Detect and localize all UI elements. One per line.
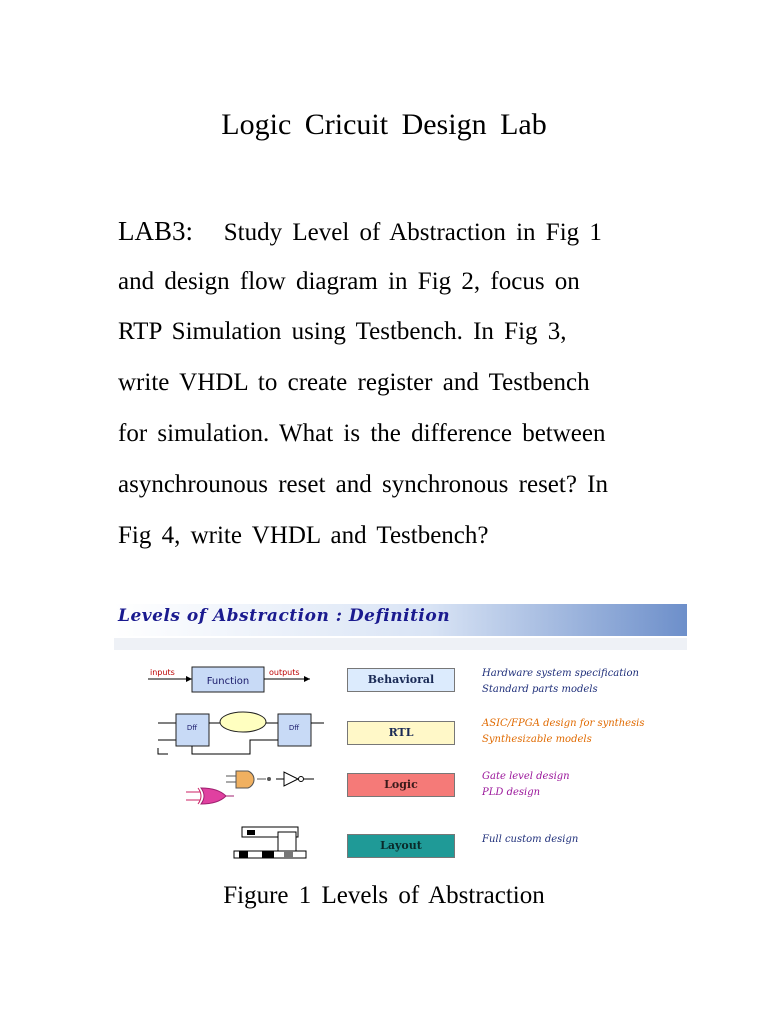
level-layout: Layout — [347, 834, 455, 858]
logic-desc-2: PLD design — [482, 787, 541, 798]
behavioral-desc-2: Standard parts models — [482, 684, 598, 695]
rtl-desc-2: Synthesizable models — [482, 734, 592, 745]
function-box-label: Function — [206, 676, 250, 687]
paragraph-line-7: Fig 4, write VHDL and Testbench? — [118, 522, 489, 549]
paragraph-line-4: write VHDL to create register and Testbench — [118, 369, 590, 396]
lab-paragraph — [118, 216, 673, 556]
function-outputs-label: outputs — [269, 668, 300, 677]
logic-gates-diagram — [186, 771, 314, 804]
document-title: Logic Cricuit Design Lab — [221, 108, 547, 141]
level-logic: Logic — [347, 773, 455, 797]
behavioral-desc-1: Hardware system specification — [482, 668, 639, 679]
layout-diagram — [234, 827, 306, 858]
paragraph-line-5: for simulation. What is the difference between — [118, 420, 606, 447]
function-inputs-label: inputs — [150, 668, 175, 677]
paragraph-text-1: Study Level of Abstraction in Fig 1 — [223, 219, 602, 246]
levels-of-abstraction-figure — [114, 604, 687, 869]
rtl-desc-1: ASIC/FPGA design for synthesis — [482, 718, 645, 729]
level-behavioral: Behavioral — [347, 668, 455, 692]
rtl-dff-diagram — [158, 712, 324, 754]
level-rtl: RTL — [347, 721, 455, 745]
function-diagram — [148, 667, 310, 692]
layout-desc-1: Full custom design — [482, 834, 579, 845]
paragraph-line-2: and design flow diagram in Fig 2, focus on — [118, 268, 580, 295]
paragraph-line-1 — [118, 216, 602, 246]
figure-caption: Figure 1 Levels of Abstraction — [223, 882, 545, 909]
dff-label-2: Dff — [288, 724, 300, 732]
paragraph-line-6: asynchrounous reset and synchronous reset? In — [118, 471, 609, 498]
dff-label-1: Dff — [186, 724, 198, 732]
figure-banner-title: Levels of Abstraction : Definition — [118, 606, 451, 626]
logic-desc-1: Gate level design — [482, 771, 570, 782]
lab-label: LAB3: — [118, 216, 194, 246]
paragraph-line-3: RTP Simulation using Testbench. In Fig 3, — [118, 318, 567, 345]
